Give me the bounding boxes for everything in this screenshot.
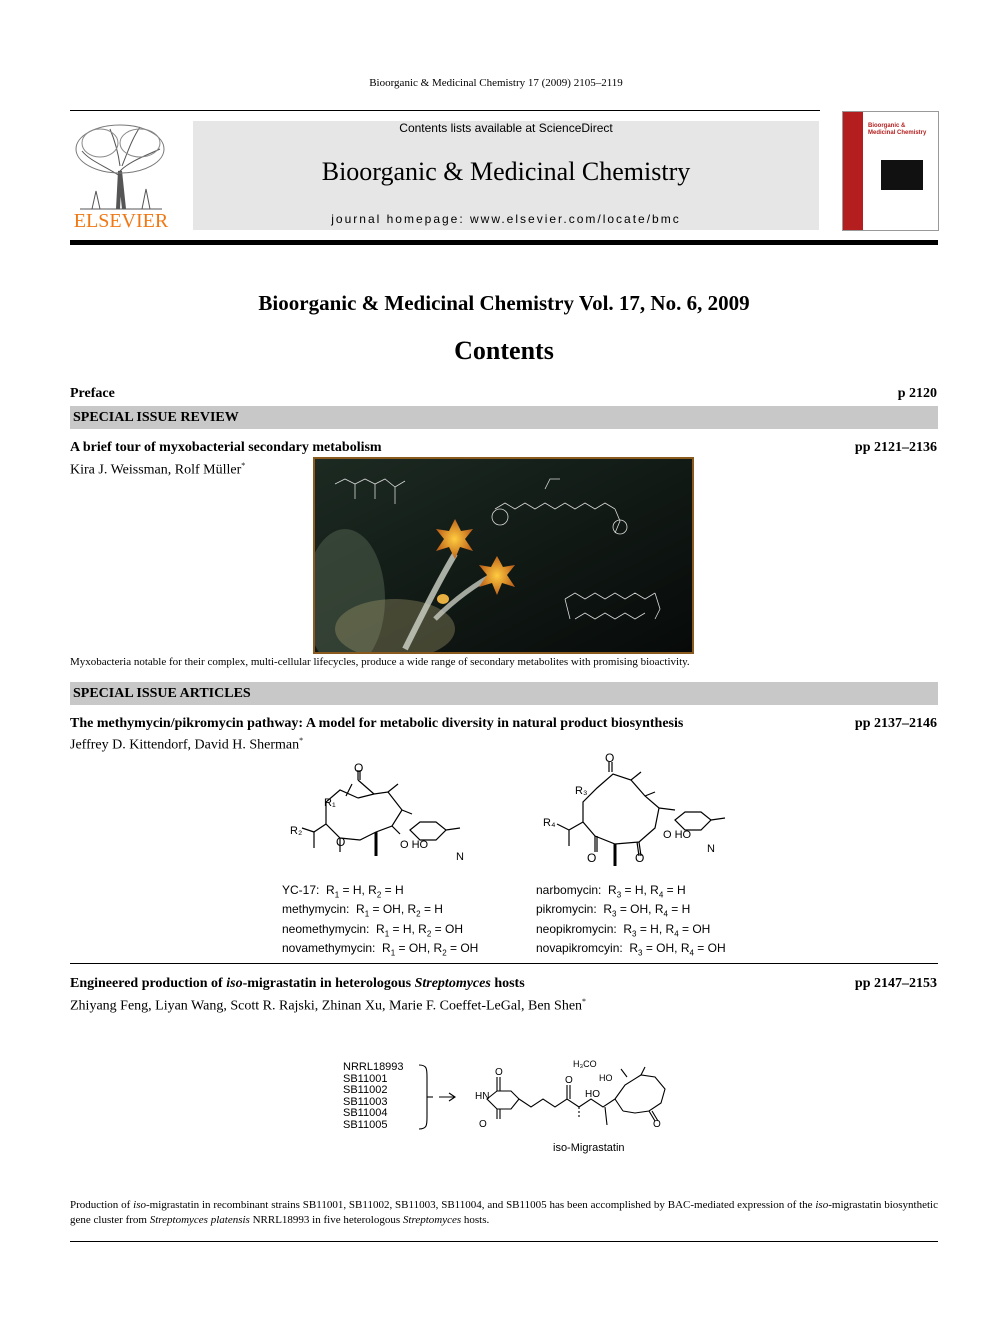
- strain-item: SB11005: [343, 1118, 388, 1131]
- cover-image: [881, 160, 923, 190]
- h3co-label: H₃CO: [573, 1059, 597, 1069]
- caption-part: Production of: [70, 1199, 134, 1211]
- nitrogen-label: N: [456, 851, 464, 863]
- oxygen-label: O: [587, 851, 597, 865]
- strain-list: [343, 1062, 404, 1131]
- section-header-articles: [70, 682, 938, 705]
- hn-label: HN: [475, 1091, 490, 1102]
- caption-part: -migrastatin in recombinant strains SB11001, SB11002, SB11003, SB11004, and SB11005 has been accomplished by BAC-mediated expression of the: [145, 1199, 816, 1211]
- article-title-3[interactable]: [70, 976, 525, 992]
- journal-homepage[interactable]: journal homepage: www.elsevier.com/locate/bmc: [331, 212, 681, 226]
- chemical-structure-icon: [280, 758, 520, 878]
- oho-label: O HO: [663, 829, 692, 841]
- article-authors-3: [70, 997, 586, 1015]
- compound-row: YC-17: $R_1 = H$, $R_2 = H$: [282, 883, 404, 900]
- migrastatin-structure: [415, 1055, 685, 1150]
- elsevier-logo: [70, 121, 172, 233]
- sciencedirect-notice[interactable]: Contents lists available at ScienceDirect: [399, 121, 613, 135]
- compound-name: methymycin: [282, 902, 347, 917]
- section-label: SPECIAL ISSUE REVIEW: [73, 410, 239, 425]
- compound-row: methymycin: $R_1$ = OH, $R_2 = H$: [282, 902, 443, 919]
- strain-item: NRRL18993: [343, 1061, 404, 1073]
- nitrogen-label: N: [707, 843, 715, 855]
- r4-label: R₄: [543, 817, 556, 829]
- cover-title: Bioorganic & Medicinal Chemistry: [868, 123, 927, 136]
- compound-row: pikromycin: $R_3$ = OH, $R_4 = H$: [536, 902, 691, 919]
- oxygen-label: O: [635, 851, 645, 865]
- title-part: -migrastatin in heterologous: [242, 976, 415, 991]
- compound-name-label: iso-Migrastatin: [553, 1142, 625, 1154]
- oxygen-label: O: [336, 835, 346, 849]
- article-pages-1: pp 2121–2136: [854, 440, 937, 455]
- compound-row: neopikromycin: $R_3 = H$, $R_4$ = OH: [536, 921, 711, 939]
- caption-part: -migrastatin biosynthetic gene cluster from: [70, 1199, 938, 1226]
- title-italic: Streptomyces: [414, 976, 491, 991]
- caption-italic: Streptomyces: [402, 1214, 462, 1226]
- section-label: SPECIAL ISSUE ARTICLES: [73, 686, 251, 701]
- oxygen-label: O: [354, 761, 364, 775]
- macrolide-structure-right: [535, 748, 755, 878]
- compound-row: neomethymycin: $R_1 = H$, $R_2$ = OH: [282, 921, 463, 939]
- compound-row: narbomycin: $R_3 = H$, $R_4 = H$: [536, 883, 686, 900]
- journal-banner: [193, 121, 819, 230]
- compound-name: neomethymycin: [282, 921, 367, 936]
- tree-icon: [70, 121, 172, 211]
- publisher-wordmark: ELSEVIER: [73, 210, 169, 232]
- strain-item: SB11003: [343, 1095, 388, 1108]
- title-part: Engineered production of: [70, 976, 227, 991]
- r3-label: R₃: [575, 785, 588, 797]
- compound-name: novapikromcyin: [536, 941, 620, 956]
- header-rule: [70, 110, 820, 111]
- article-pages-3: pp 2147–2153: [854, 976, 937, 991]
- article-authors-1: [70, 461, 245, 479]
- corresponding-mark: *: [582, 997, 587, 1006]
- chemical-structure-icon: [415, 1055, 685, 1150]
- oxygen-label: O: [605, 751, 615, 765]
- article-divider: [70, 1241, 938, 1242]
- contents-heading: Contents: [454, 336, 554, 365]
- compound-list-left: [282, 883, 478, 961]
- oho-label: O HO: [400, 839, 429, 851]
- compound-row: novamethymycin: $R_1$ = OH, $R_2$ = OH: [282, 941, 479, 958]
- compound-list-right: [536, 883, 726, 961]
- ho-label: HO: [585, 1089, 600, 1100]
- r1-label: R₁: [324, 797, 336, 809]
- corresponding-mark: *: [241, 461, 246, 470]
- authors-text: Jeffrey D. Kittendorf, David H. Sherman: [70, 737, 300, 753]
- strain-item: SB11001: [343, 1072, 388, 1085]
- authors-text: Zhiyang Feng, Liyan Wang, Scott R. Rajski, Zhinan Xu, Marie F. Coeffet-LeGal, Ben Shen: [70, 998, 583, 1014]
- article-caption-1: Myxobacteria notable for their complex, multi-cellular lifecycles, produce a wide range of secondary metabolites with promising bioactivity.: [70, 656, 690, 668]
- article-divider: [70, 963, 938, 964]
- article-pages-2: pp 2137–2146: [854, 716, 937, 731]
- journal-citation: Bioorganic & Medicinal Chemistry 17 (2009) 2105–2119: [369, 77, 623, 89]
- section-header-review: [70, 406, 938, 429]
- oxygen-label: O: [479, 1119, 487, 1130]
- preface-pages: p 2120: [897, 386, 937, 401]
- oxygen-label: O: [565, 1075, 573, 1086]
- issue-title: Bioorganic & Medicinal Chemistry Vol. 17, No. 6, 2009: [258, 291, 750, 315]
- macrolide-structure-left: [280, 758, 520, 878]
- title-italic: iso: [226, 976, 243, 991]
- compound-name: pikromycin: [536, 902, 594, 917]
- compound-name: neopikromycin: [536, 921, 614, 936]
- journal-title: Bioorganic & Medicinal Chemistry: [321, 157, 691, 186]
- header-thick-rule: [70, 240, 938, 245]
- article-caption-3: [70, 1198, 938, 1228]
- caption-italic: iso: [133, 1199, 146, 1211]
- compound-row: novapikromcyin: $R_3$ = OH, $R_4$ = OH: [536, 941, 726, 958]
- oxygen-label: O: [653, 1119, 661, 1130]
- article-title-2[interactable]: The methymycin/pikromycin pathway: A model for metabolic diversity in natural product biosynthesis: [70, 716, 684, 731]
- strain-item: SB11004: [343, 1107, 388, 1119]
- authors-text: Kira J. Weissman, Rolf Müller: [70, 462, 242, 478]
- graphical-abstract-photo: [313, 457, 694, 654]
- caption-italic: Streptomyces platensis: [149, 1214, 250, 1226]
- r2-label: R₂: [290, 825, 303, 837]
- preface-title[interactable]: Preface: [70, 386, 115, 401]
- cover-stripe: [843, 112, 863, 230]
- compound-name: narbomycin: [536, 883, 599, 897]
- compound-name: novamethymycin: [282, 941, 373, 956]
- ho-label: HO: [599, 1073, 613, 1083]
- caption-part: NRRL18993 in five heterologous: [249, 1214, 403, 1226]
- myxobacteria-image: [315, 459, 692, 652]
- article-title-1[interactable]: A brief tour of myxobacterial secondary metabolism: [70, 440, 382, 455]
- journal-cover-thumbnail: [842, 111, 939, 231]
- title-part: hosts: [490, 976, 525, 991]
- article-authors-2: [70, 736, 303, 754]
- oxygen-label: O: [495, 1067, 503, 1078]
- compound-name: YC-17: [282, 883, 317, 897]
- chemical-structure-icon: [535, 748, 755, 878]
- caption-italic: iso: [815, 1199, 829, 1211]
- caption-part: hosts.: [461, 1214, 490, 1226]
- strain-item: SB11002: [343, 1084, 388, 1096]
- corresponding-mark: *: [299, 736, 304, 745]
